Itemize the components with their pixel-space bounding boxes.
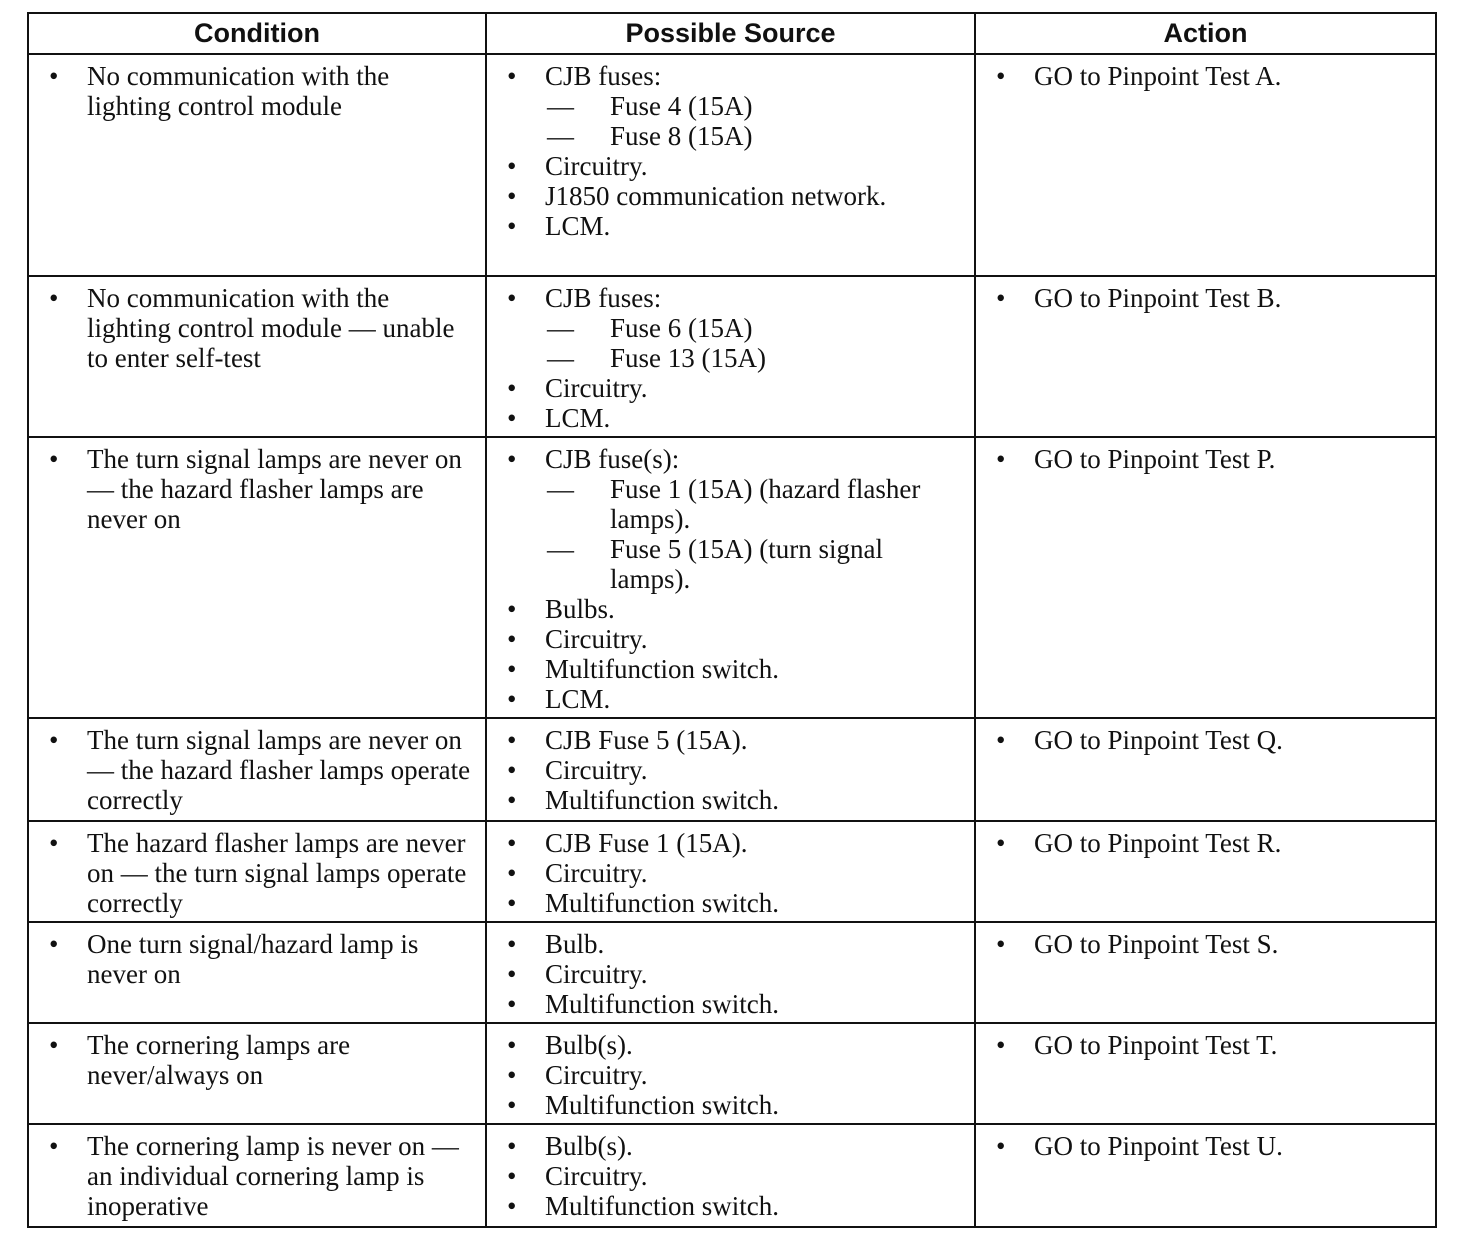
source-item-text: Multifunction switch. bbox=[545, 654, 779, 684]
bullet-icon: • bbox=[49, 1131, 59, 1161]
action-cell bbox=[975, 276, 1436, 437]
action-list bbox=[984, 1131, 1427, 1161]
bullet-icon: • bbox=[996, 725, 1006, 755]
table-row bbox=[28, 54, 1436, 276]
source-item-text: Bulb. bbox=[545, 929, 605, 959]
dash-icon: — bbox=[547, 121, 574, 151]
source-item bbox=[495, 283, 966, 373]
action-cell bbox=[975, 1124, 1436, 1227]
action-item-text: GO to Pinpoint Test B. bbox=[1034, 283, 1282, 313]
source-list bbox=[495, 929, 966, 1019]
source-item-text: Circuitry. bbox=[545, 151, 648, 181]
bullet-icon: • bbox=[507, 888, 517, 918]
condition-cell bbox=[28, 821, 486, 922]
table-row bbox=[28, 1023, 1436, 1124]
bullet-icon: • bbox=[507, 594, 517, 624]
bullet-icon: • bbox=[996, 1131, 1006, 1161]
possible-source-cell bbox=[486, 922, 975, 1023]
sub-source-text: Fuse 5 (15A) (turn signal lamps). bbox=[610, 534, 883, 594]
bullet-icon: • bbox=[49, 1030, 59, 1060]
action-cell bbox=[975, 718, 1436, 821]
condition-cell bbox=[28, 922, 486, 1023]
source-item-text: Multifunction switch. bbox=[545, 1090, 779, 1120]
action-item bbox=[984, 929, 1427, 959]
source-item bbox=[495, 403, 966, 433]
sub-source-item bbox=[545, 121, 966, 151]
action-cell bbox=[975, 437, 1436, 718]
condition-item-text: No communication with the lighting control module bbox=[87, 61, 390, 121]
bullet-icon: • bbox=[996, 283, 1006, 313]
source-item-text: LCM. bbox=[545, 211, 611, 241]
sub-source-list bbox=[545, 91, 966, 151]
action-cell bbox=[975, 821, 1436, 922]
action-item bbox=[984, 283, 1427, 313]
source-item-text: Circuitry. bbox=[545, 624, 648, 654]
source-item-text: Multifunction switch. bbox=[545, 785, 779, 815]
source-item bbox=[495, 1191, 966, 1221]
possible-source-cell bbox=[486, 718, 975, 821]
source-item-text: Bulb(s). bbox=[545, 1131, 633, 1161]
table-row bbox=[28, 821, 1436, 922]
condition-item bbox=[37, 1131, 477, 1221]
bullet-icon: • bbox=[49, 828, 59, 858]
action-item bbox=[984, 61, 1427, 91]
sub-source-item bbox=[545, 534, 966, 594]
source-item-text: CJB fuse(s): bbox=[545, 444, 680, 474]
source-item-text: CJB Fuse 5 (15A). bbox=[545, 725, 748, 755]
condition-item-text: The hazard flasher lamps are never on — the turn signal lamps operate correctly bbox=[87, 828, 467, 918]
source-item-text: Circuitry. bbox=[545, 959, 648, 989]
sub-source-text: Fuse 1 (15A) (hazard flasher lamps). bbox=[610, 474, 921, 534]
bullet-icon: • bbox=[507, 959, 517, 989]
source-item bbox=[495, 929, 966, 959]
sub-source-list bbox=[545, 474, 966, 594]
condition-list bbox=[37, 1131, 477, 1221]
action-list bbox=[984, 929, 1427, 959]
source-item-text: Circuitry. bbox=[545, 1161, 648, 1191]
bullet-icon: • bbox=[507, 684, 517, 714]
bullet-icon: • bbox=[507, 403, 517, 433]
condition-cell bbox=[28, 718, 486, 821]
possible-source-cell bbox=[486, 1023, 975, 1124]
bullet-icon: • bbox=[507, 1090, 517, 1120]
source-item-text: Circuitry. bbox=[545, 373, 648, 403]
sub-source-item bbox=[545, 313, 966, 343]
condition-list bbox=[37, 283, 477, 373]
table-row bbox=[28, 922, 1436, 1023]
source-item bbox=[495, 181, 966, 211]
action-item bbox=[984, 444, 1427, 474]
condition-cell bbox=[28, 276, 486, 437]
condition-cell bbox=[28, 1124, 486, 1227]
source-item bbox=[495, 1131, 966, 1161]
source-list bbox=[495, 444, 966, 714]
bullet-icon: • bbox=[507, 654, 517, 684]
action-item-text: GO to Pinpoint Test U. bbox=[1034, 1131, 1283, 1161]
source-item-text: CJB fuses: bbox=[545, 283, 662, 313]
bullet-icon: • bbox=[996, 61, 1006, 91]
condition-item-text: The turn signal lamps are never on — the hazard flasher lamps are never on bbox=[87, 444, 462, 534]
source-item bbox=[495, 594, 966, 624]
bullet-icon: • bbox=[49, 929, 59, 959]
action-item-text: GO to Pinpoint Test Q. bbox=[1034, 725, 1283, 755]
bullet-icon: • bbox=[507, 211, 517, 241]
table-row bbox=[28, 718, 1436, 821]
action-list bbox=[984, 61, 1427, 91]
dash-icon: — bbox=[547, 343, 574, 373]
source-item-text: Multifunction switch. bbox=[545, 1191, 779, 1221]
condition-cell bbox=[28, 1023, 486, 1124]
source-item-text: Circuitry. bbox=[545, 858, 648, 888]
action-cell bbox=[975, 1023, 1436, 1124]
source-list bbox=[495, 283, 966, 433]
bullet-icon: • bbox=[507, 1060, 517, 1090]
sub-source-text: Fuse 4 (15A) bbox=[610, 91, 753, 121]
source-item-text: LCM. bbox=[545, 684, 611, 714]
source-item bbox=[495, 1161, 966, 1191]
source-list bbox=[495, 1030, 966, 1120]
source-item bbox=[495, 1030, 966, 1060]
bullet-icon: • bbox=[507, 61, 517, 91]
source-item bbox=[495, 888, 966, 918]
condition-item-text: The turn signal lamps are never on — the hazard flasher lamps operate correctly bbox=[87, 725, 471, 815]
source-item bbox=[495, 444, 966, 594]
source-item-text: Circuitry. bbox=[545, 1060, 648, 1090]
header-condition: Condition bbox=[28, 13, 486, 54]
sub-source-list bbox=[545, 313, 966, 373]
sub-source-item bbox=[545, 474, 966, 534]
condition-item-text: One turn signal/hazard lamp is never on bbox=[87, 929, 419, 989]
source-item-text: J1850 communication network. bbox=[545, 181, 887, 211]
dash-icon: — bbox=[547, 534, 574, 564]
condition-list bbox=[37, 1030, 477, 1090]
sub-source-text: Fuse 13 (15A) bbox=[610, 343, 766, 373]
condition-list bbox=[37, 929, 477, 989]
bullet-icon: • bbox=[49, 444, 59, 474]
bullet-icon: • bbox=[49, 725, 59, 755]
condition-list bbox=[37, 61, 477, 121]
condition-list bbox=[37, 828, 477, 918]
bullet-icon: • bbox=[507, 283, 517, 313]
action-cell bbox=[975, 54, 1436, 276]
source-item bbox=[495, 373, 966, 403]
source-list bbox=[495, 1131, 966, 1221]
header-action: Action bbox=[975, 13, 1436, 54]
source-item bbox=[495, 654, 966, 684]
possible-source-cell bbox=[486, 54, 975, 276]
condition-list bbox=[37, 444, 477, 534]
bullet-icon: • bbox=[507, 725, 517, 755]
table-row bbox=[28, 276, 1436, 437]
sub-source-item bbox=[545, 91, 966, 121]
source-item bbox=[495, 785, 966, 815]
action-item bbox=[984, 1030, 1427, 1060]
bullet-icon: • bbox=[507, 373, 517, 403]
source-item bbox=[495, 1060, 966, 1090]
condition-cell bbox=[28, 437, 486, 718]
table-row bbox=[28, 437, 1436, 718]
condition-item bbox=[37, 283, 477, 373]
bullet-icon: • bbox=[49, 61, 59, 91]
action-item bbox=[984, 1131, 1427, 1161]
dash-icon: — bbox=[547, 474, 574, 504]
source-item-text: Multifunction switch. bbox=[545, 989, 779, 1019]
dash-icon: — bbox=[547, 313, 574, 343]
bullet-icon: • bbox=[996, 828, 1006, 858]
source-item bbox=[495, 858, 966, 888]
source-item bbox=[495, 1090, 966, 1120]
sub-source-item bbox=[545, 343, 966, 373]
bullet-icon: • bbox=[996, 444, 1006, 474]
bullet-icon: • bbox=[507, 858, 517, 888]
source-list bbox=[495, 61, 966, 241]
dash-icon: — bbox=[547, 91, 574, 121]
source-item bbox=[495, 151, 966, 181]
condition-item bbox=[37, 929, 477, 989]
source-item bbox=[495, 989, 966, 1019]
condition-cell bbox=[28, 54, 486, 276]
header-possible-source: Possible Source bbox=[486, 13, 975, 54]
action-item-text: GO to Pinpoint Test S. bbox=[1034, 929, 1279, 959]
action-list bbox=[984, 444, 1427, 474]
condition-list bbox=[37, 725, 477, 815]
condition-item bbox=[37, 444, 477, 534]
action-list bbox=[984, 828, 1427, 858]
action-item-text: GO to Pinpoint Test A. bbox=[1034, 61, 1282, 91]
sub-source-text: Fuse 8 (15A) bbox=[610, 121, 753, 151]
bullet-icon: • bbox=[507, 929, 517, 959]
bullet-icon: • bbox=[507, 989, 517, 1019]
action-list bbox=[984, 725, 1427, 755]
source-item bbox=[495, 828, 966, 858]
possible-source-cell bbox=[486, 437, 975, 718]
source-list bbox=[495, 828, 966, 918]
condition-item-text: The cornering lamps are never/always on bbox=[87, 1030, 351, 1090]
condition-item bbox=[37, 725, 477, 815]
bullet-icon: • bbox=[996, 1030, 1006, 1060]
source-item bbox=[495, 725, 966, 755]
bullet-icon: • bbox=[996, 929, 1006, 959]
condition-item bbox=[37, 61, 477, 121]
bullet-icon: • bbox=[507, 624, 517, 654]
source-item-text: Multifunction switch. bbox=[545, 888, 779, 918]
bullet-icon: • bbox=[507, 1030, 517, 1060]
possible-source-cell bbox=[486, 276, 975, 437]
bullet-icon: • bbox=[507, 755, 517, 785]
source-item-text: CJB Fuse 1 (15A). bbox=[545, 828, 748, 858]
condition-item-text: No communication with the lighting control module — unable to enter self-test bbox=[87, 283, 455, 373]
sub-source-text: Fuse 6 (15A) bbox=[610, 313, 753, 343]
source-item bbox=[495, 959, 966, 989]
bullet-icon: • bbox=[507, 785, 517, 815]
source-item bbox=[495, 684, 966, 714]
source-item-text: Circuitry. bbox=[545, 755, 648, 785]
symptom-chart-table bbox=[27, 12, 1437, 1228]
source-list bbox=[495, 725, 966, 815]
action-list bbox=[984, 1030, 1427, 1060]
condition-item-text: The cornering lamp is never on — an individual cornering lamp is inoperative bbox=[87, 1131, 459, 1221]
source-item-text: CJB fuses: bbox=[545, 61, 662, 91]
bullet-icon: • bbox=[507, 1131, 517, 1161]
bullet-icon: • bbox=[49, 283, 59, 313]
bullet-icon: • bbox=[507, 181, 517, 211]
condition-item bbox=[37, 1030, 477, 1090]
source-item bbox=[495, 624, 966, 654]
action-item-text: GO to Pinpoint Test T. bbox=[1034, 1030, 1278, 1060]
possible-source-cell bbox=[486, 1124, 975, 1227]
bullet-icon: • bbox=[507, 1191, 517, 1221]
source-item bbox=[495, 755, 966, 785]
action-cell bbox=[975, 922, 1436, 1023]
source-item-text: LCM. bbox=[545, 403, 611, 433]
action-item bbox=[984, 828, 1427, 858]
possible-source-cell bbox=[486, 821, 975, 922]
source-item-text: Bulb(s). bbox=[545, 1030, 633, 1060]
action-item bbox=[984, 725, 1427, 755]
action-item-text: GO to Pinpoint Test P. bbox=[1034, 444, 1276, 474]
source-item bbox=[495, 211, 966, 241]
header-row bbox=[28, 13, 1436, 54]
condition-item bbox=[37, 828, 477, 918]
source-item bbox=[495, 61, 966, 151]
table-row bbox=[28, 1124, 1436, 1227]
bullet-icon: • bbox=[507, 1161, 517, 1191]
bullet-icon: • bbox=[507, 828, 517, 858]
action-list bbox=[984, 283, 1427, 313]
bullet-icon: • bbox=[507, 444, 517, 474]
bullet-icon: • bbox=[507, 151, 517, 181]
source-item-text: Bulbs. bbox=[545, 594, 615, 624]
action-item-text: GO to Pinpoint Test R. bbox=[1034, 828, 1282, 858]
